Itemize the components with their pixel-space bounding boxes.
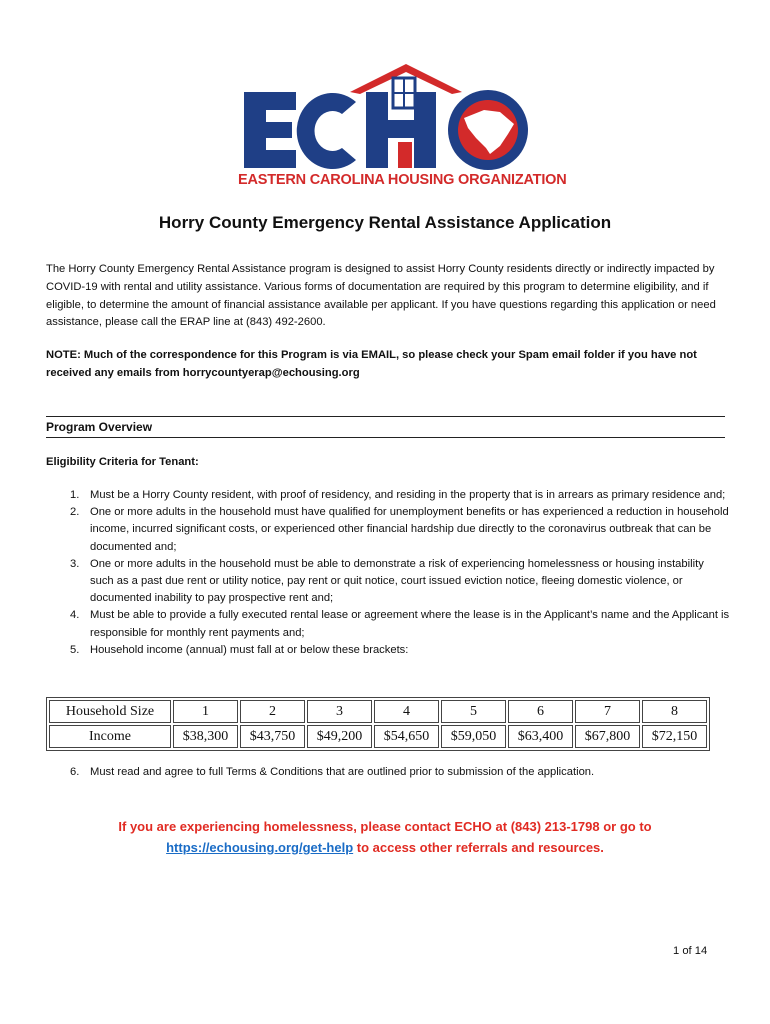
table-cell: 1 [173, 700, 238, 723]
list-item: 4. Must be able to provide a fully executed rental lease or agreement where the lease is in the Applicant’s name and the Applicant is responsible for monthly rent payments and; [70, 609, 730, 639]
get-help-link[interactable]: https://echousing.org/get-help [166, 840, 354, 855]
alert-line-1: If you are experiencing homelessness, please contact ECHO at (843) 213-1798 or go to [118, 819, 652, 834]
page-number: 1 of 14 [673, 945, 708, 957]
table-cell: 5 [441, 700, 506, 723]
table-cell: 8 [642, 700, 707, 723]
section-rule-bottom [46, 437, 725, 438]
table-cell: $63,400 [508, 725, 573, 748]
eligibility-list [70, 487, 730, 659]
table-cell: $67,800 [575, 725, 640, 748]
table-cell: $38,300 [173, 725, 238, 748]
table-row [49, 700, 707, 723]
echo-logo [238, 62, 567, 200]
income-bracket-table [46, 697, 710, 751]
list-item: 5. Household income (annual) must fall at or below these brackets: [70, 643, 409, 656]
list-item: 2. One or more adults in the household must have qualified for unemployment benefits or has experienced a reduction in household income, incurred significant costs, or experienced other financial hardship due directly to the coronavirus outbreak that can be documented and; [70, 506, 729, 553]
section-rule-top [46, 416, 725, 417]
intro-paragraph: The Horry County Emergency Rental Assistance program is designed to assist Horry County residents directly or indirectly impacted by COVID-19 with rental and utility assistance. Various forms of documentation are required by this program to determine eligibility, and if eligible, to determine the amount of financial assistance available per applicant. If you have questions regarding this application or need assistance, please call the ERAP line at (843) 492-2600. [46, 263, 716, 329]
email-note: NOTE: Much of the correspondence for this Program is via EMAIL, so please check your Spam email folder if you have not received any emails from horrycountyerap@echousing.org [46, 349, 697, 379]
section-title: Program Overview [46, 420, 153, 434]
table-cell: $49,200 [307, 725, 372, 748]
table-cell: $59,050 [441, 725, 506, 748]
alert-line-2: https://echousing.org/get-help to access other referrals and resources. [166, 840, 604, 855]
table-cell: $43,750 [240, 725, 305, 748]
homelessness-alert [0, 816, 770, 858]
logo-subtitle: EASTERN CAROLINA HOUSING ORGANIZATION [238, 172, 567, 188]
row-header-income: Income [49, 725, 171, 748]
list-item: 3. One or more adults in the household must be able to demonstrate a risk of experiencing homelessness or housing instability such as a past due rent or utility notice, pay rent or quit notice, court issued eviction notice, fleeing domestic violence, or documented inability to pay prospective rent and; [70, 557, 704, 605]
table-cell: 6 [508, 700, 573, 723]
eligibility-subhead: Eligibility Criteria for Tenant: [46, 456, 199, 468]
table-cell: $72,150 [642, 725, 707, 748]
row-header-household-size: Household Size [49, 700, 171, 723]
table-cell: 4 [374, 700, 439, 723]
page-title: Horry County Emergency Rental Assistance Application [158, 213, 612, 232]
table-cell: 2 [240, 700, 305, 723]
table-row [49, 725, 707, 748]
list-item: 1. Must be a Horry County resident, with proof of residency, and residing in the property that is in arrears as primary residence and; [70, 489, 726, 501]
list-item-terms: 6. Must read and agree to full Terms & Conditions that are outlined prior to submission of the application. [70, 766, 595, 778]
table-cell: 3 [307, 700, 372, 723]
table-cell: $54,650 [374, 725, 439, 748]
table-cell: 7 [575, 700, 640, 723]
